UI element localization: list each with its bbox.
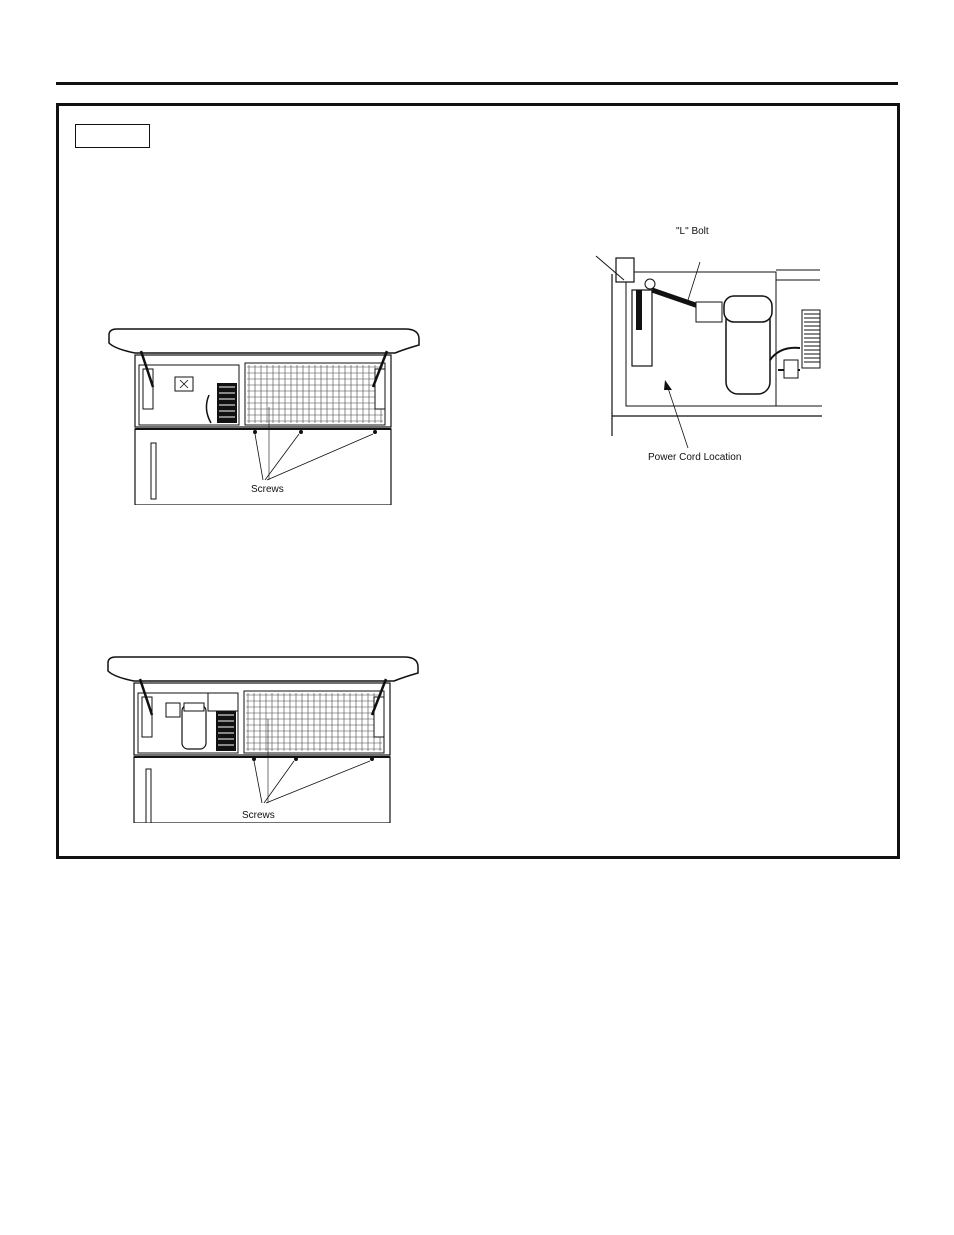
top-rule (56, 82, 898, 85)
l-bolt-label: "L" Bolt (676, 226, 709, 237)
figure-bottom-unit (104, 653, 424, 823)
screws-label: Screws (242, 810, 275, 821)
power-cord-location-label: Power Cord Location (648, 452, 742, 463)
figure-top-unit (105, 325, 425, 505)
figure-closeup (592, 220, 832, 470)
section-tag-box (75, 124, 150, 148)
screws-label: Screws (251, 484, 284, 495)
